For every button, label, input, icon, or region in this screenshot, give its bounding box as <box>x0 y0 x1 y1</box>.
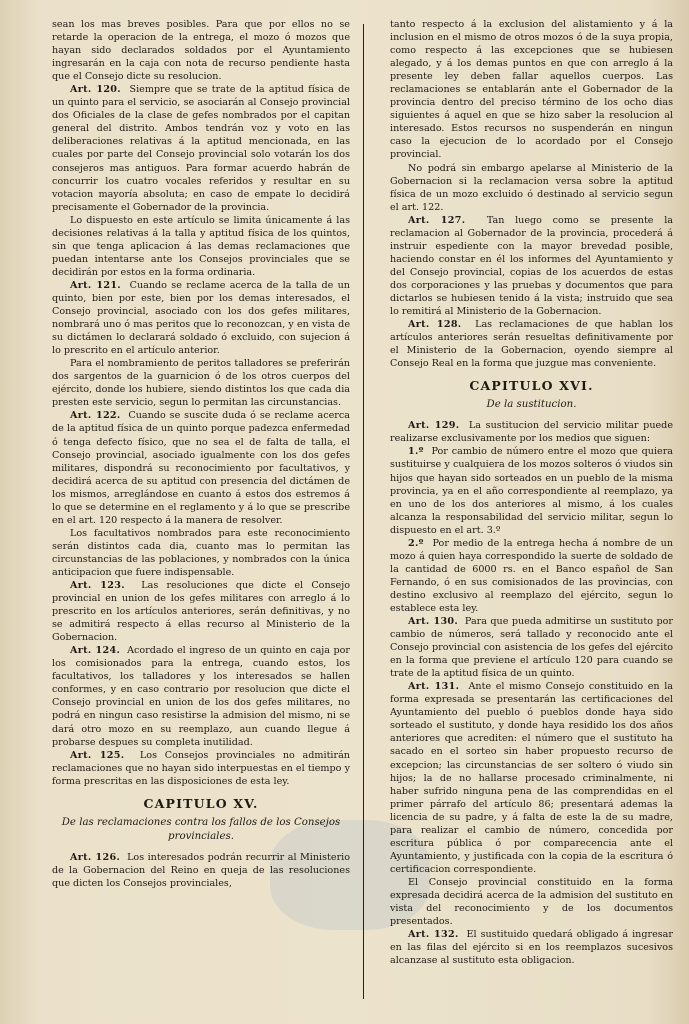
article-number: Art. 123. <box>70 580 125 592</box>
paragraph <box>52 279 350 357</box>
paragraph-text: Las resoluciones que dicte el Consejo provincial en union de los gefes militares con arreglo á lo prescrito en los artículos anteriores, serán definitivas, y no se admitirá respecto á ellas recurso al Ministerio de la Gobernacion. <box>52 580 350 644</box>
article-number: Art. 127. <box>408 214 466 226</box>
paragraph <box>52 644 350 748</box>
paragraph <box>390 680 673 876</box>
paragraph-text: Los interesados podrán recurrir al Ministerio de la Gobernacion del Reino en queja de las resoluciones que dicten los Consejos provinciales, <box>52 851 350 889</box>
paragraph-text: Para el nombramiento de peritos talladores se preferirán dos sargentos de la guarnicion ó de los otros cuerpos del ejército, donde los hubiere, siendo distintos los que cada dia presten este servicio, segun lo permitan las circunstancias. <box>52 358 350 409</box>
paragraph <box>52 851 350 890</box>
article-number: Art. 125. <box>70 749 125 761</box>
chapter-subtitle-xv: De las reclamaciones contra los fallos de los Consejos provinciales. <box>61 816 341 842</box>
article-number: Art. 129. <box>408 420 460 432</box>
paragraph <box>390 537 673 615</box>
paragraph-text: Por medio de la entrega hecha á nombre de un mozo á quien haya correspondido la suerte de soldado de la cantidad de 6000 rs. en el Banco español de San Fernando, ó en sus comisionados de las provincias, con destino exclusivo al reemplazo del ejército, segun lo establece esta ley. <box>390 537 673 614</box>
paragraph <box>390 419 673 445</box>
article-number: Art. 131. <box>408 681 460 693</box>
article-number: 2.º <box>408 537 424 549</box>
article-number: Art. 120. <box>70 84 121 96</box>
right-column-articles <box>390 18 673 370</box>
paragraph <box>390 162 673 214</box>
paragraph-text: Las reclamaciones de que hablan los artículos anteriores serán resueltas definitivamente por el Ministerio de la Gobernacion, oyendo siempre al Consejo Real en la forma que juzgue mas conveniente. <box>390 319 673 370</box>
paragraph-text: Siempre que se trate de la aptitud física de un quinto para el servicio, se asociarán al Consejo provincial dos Oficiales de la clase de gefes nombrados por el capitan general del distrito. Ambos tendrán voz y voto en las deliberaciones relativas á la aptitud mencionada, en las cuales por parte del Consejo provincial solo votarán los dos consejeros mas antiguos. Para formar acuerdo habrán de concurrir los cuatro vocales referidos y resultar en su votacion mayoría absoluta; en caso de empate lo decidirá precisamente el Gobernador de la provincia. <box>52 84 350 213</box>
article-number: Art. 121. <box>70 279 121 291</box>
paragraph <box>390 214 673 318</box>
paragraph <box>52 749 350 788</box>
right-column <box>390 18 673 1008</box>
paragraph <box>52 357 350 409</box>
paragraph-text: Los Consejos provinciales no admitirán reclamaciones que no hayan sido interpuestas en el tiempo y forma prescritas en las disposiciones de esta ley. <box>52 749 350 787</box>
article-number: Art. 126. <box>70 851 121 863</box>
paragraph-text: tanto respecto á la exclusion del alistamiento y á la inclusion en el mismo de otros mozos ó de la suya propia, como respecto á las excepciones que se hubiesen alegado, y á los demas puntos en que con arreglo á la presente ley deben fallar aquellos cuerpos. Las reclamaciones se entablarán ante el Gobernador de la provincia dentro del preciso término de los ocho dias siguientes á aquel en que se hizo saber la resolucion al interesado. Estos recursos no suspenderán en ningun caso la ejecucion de lo acordado por el Consejo provincial. <box>390 19 673 161</box>
paragraph-text: El Consejo provincial constituido en la forma expresada decidirá acerca de la admision del sustituto en vista del reconocimiento y de los documentos presentados. <box>390 876 673 928</box>
paragraph <box>390 876 673 928</box>
article-number: Art. 122. <box>70 410 121 422</box>
paragraph-text: No podrá sin embargo apelarse al Ministerio de la Gobernacion si la reclamacion versa sobre la aptitud física de un mozo excluido ó destinado al servicio segun el art. 122. <box>390 162 673 213</box>
paragraph-text: Ante el mismo Consejo constituido en la forma expresada se presentarán las certificaciones del Ayuntamiento del pueblo ó pueblos donde haya sido sorteado el sustituto, y donde haya residido los dos años anteriores que acrediten: el número que el sustituto ha sacado en el sorteo sin haber propuesto recurso de excepcion; las circunstancias de ser soltero ó viudo sin hijos; la de no hallarse procesado criminalmente, ni haber sufrido ninguna pena de las comprendidas en el primer párrafo del artículo 86; presentará ademas la licencia de su padre, y á falta de este la de su madre, para realizar el cambio de número, concedida por escritura pública ó por comparecencia ante el Ayuntamiento, y justificada con la copia de la escritura ó certificacion correspondiente. <box>390 681 673 875</box>
paragraph <box>52 18 350 83</box>
right-column-articles-after <box>390 419 673 967</box>
paragraph-text: Tan luego como se presente la reclamacion al Gobernador de la provincia, procederá á instruir espediente con la mayor brevedad posible, haciendo constar en él los informes del Ayuntamiento y del Consejo provincial, copias de los acuerdos de estas dos corporaciones y las pruebas y documentos que para dictarlos se hubiesen tenido á la vista; instruido que sea lo remitirá al Ministerio de la Gobernacion. <box>390 214 673 318</box>
paragraph-text: Los facultativos nombrados para este reconocimiento serán distintos cada dia, cuanto mas lo permitan las circunstancias de las poblaciones, y nombrados con la única anticipacion que fuere indispensable. <box>52 527 350 578</box>
article-number: Art. 132. <box>408 929 459 941</box>
paragraph <box>390 928 673 967</box>
chapter-title-xvi: CAPITULO XVI. <box>469 378 594 394</box>
paragraph <box>52 214 350 279</box>
paragraph <box>52 409 350 526</box>
paragraph <box>52 579 350 644</box>
paragraph-text: Por cambio de número entre el mozo que quiera sustituirse y cualquiera de los mozos solteros ó viudos sin hijos que hayan sido sorteados en un pueblo de la misma provincia, ya en el año correspondiente al reemplazo, ya en uno de los dos anteriores al mismo, á los cuales alcanza la responsabilidad del servicio militar, segun lo dispuesto en el art. 3.º <box>390 446 673 536</box>
paragraph <box>52 527 350 579</box>
left-column-articles <box>52 18 350 788</box>
column-divider <box>363 24 364 999</box>
article-number: 1.º <box>408 446 424 458</box>
paragraph <box>390 318 673 370</box>
chapter-subtitle-xvi: De la sustitucion. <box>486 399 577 411</box>
article-number: Art. 124. <box>70 645 121 657</box>
paragraph-text: sean los mas breves posibles. Para que por ellos no se retarde la operacion de la entrega, el mozo ó mozos que hayan sido declarados soldados por el Ayuntamiento ingresarán en la caja con nota de recurso pendiente hasta que el Consejo dicte su resolucion. <box>52 19 350 83</box>
chapter-title-xv: CAPITULO XV. <box>143 795 259 811</box>
paragraph-text: El sustituido quedará obligado á ingresar en las filas del ejército si en los reemplazos sucesivos alcanzase al sustituto esta obligacion. <box>390 929 673 967</box>
article-number: Art. 128. <box>408 319 462 331</box>
paragraph <box>390 615 673 680</box>
paragraph-text: Acordado el ingreso de un quinto en caja por los comisionados para la entrega, cuando estos, los facultativos, los talladores y los interesados se hallen conformes, y en caso contrario por resolucion que dicte el Consejo provincial en union de los dos gefes militares, no podrá en ningun caso resistirse la admision del mismo, ni se dará otro mozo en su reemplazo, aun cuando llegue á probarse despues su completa inutilidad. <box>52 645 350 748</box>
left-column <box>52 18 350 1008</box>
left-column-articles-after <box>52 851 350 890</box>
paragraph <box>52 83 350 213</box>
paragraph <box>390 18 673 162</box>
paragraph-text: La sustitucion del servicio militar puede realizarse exclusivamente por los medios que siguen: <box>390 420 673 445</box>
article-number: Art. 130. <box>408 616 459 628</box>
paragraph-text: Cuando se reclame acerca de la talla de un quinto, bien por este, bien por los demas interesados, el Consejo provincial, asociado con los dos gefes militares, nombrará uno ó mas peritos que lo reconozcan, y en vista de su dictámen lo declarará soldado ó excluido, con sujecion á lo prescrito en el artículo anterior. <box>52 279 350 357</box>
paragraph-text: Lo dispuesto en este artículo se limita únicamente á las decisiones relativas á la talla y aptitud física de los quintos, sin que tenga aplicacion á las demas reclamaciones que puedan intentarse ante los Consejos provinciales que se decidirán por estos en la forma ordinaria. <box>52 214 350 278</box>
paragraph-text: Cuando se suscite duda ó se reclame acerca de la aptitud física de un quinto porque padezca enfermedad ó tenga defecto físico, que no sea el de falta de talla, el Consejo provincial, asociado igualmente con los dos gefes militares, dispondrá su reconocimiento por facultativos, y decidirá acerca de su aptitud con presencia del dictámen de los mismos, arreglándose en cuanto á estos dos estremos á lo que se determine en el reglamento y á lo que se prescribe en el art. 120 respecto á la manera de resolver. <box>52 410 350 526</box>
paragraph <box>390 445 673 536</box>
paragraph-text: Para que pueda admitirse un sustituto por cambio de números, será tallado y reconocido ante el Consejo provincial con asistencia de los gefes del ejército en la forma que previene el artículo 120 para cuando se trate de la aptitud física de un quinto. <box>390 616 673 680</box>
